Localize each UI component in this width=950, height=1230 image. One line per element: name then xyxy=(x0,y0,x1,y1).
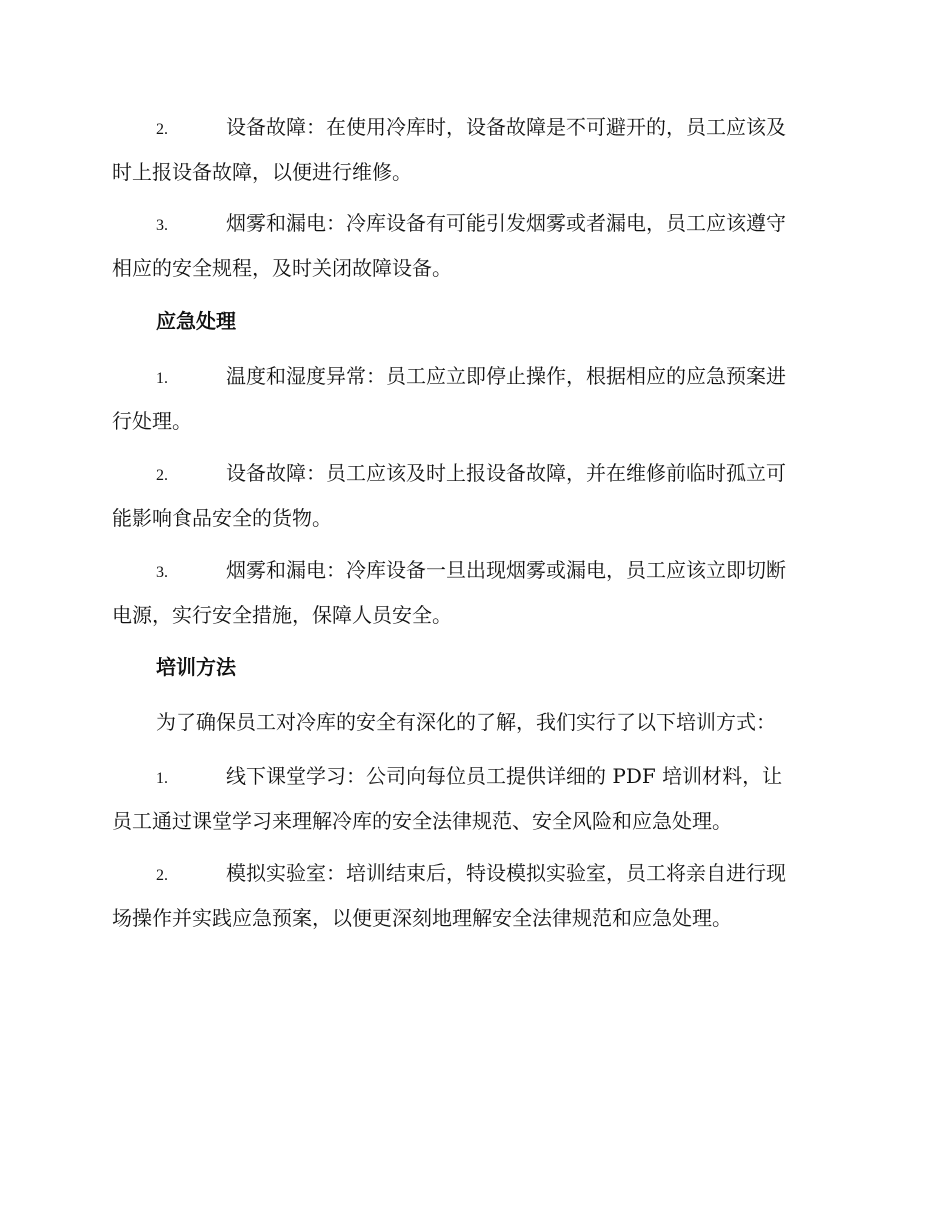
list-text-line: 电源，实行安全措施，保障人员安全。 xyxy=(112,603,452,627)
list-item xyxy=(112,106,834,194)
list-text-line: 员工通过课堂学习来理解冷库的安全法律规范、安全风险和应急处理。 xyxy=(112,809,732,833)
section-heading: 培训方法 xyxy=(156,655,236,679)
list-number: 1. xyxy=(156,770,168,787)
list-text-line: 温度和湿度异常：员工应立即停止操作，根据相应的应急预案进 xyxy=(226,364,786,388)
list-number: 3. xyxy=(156,564,168,581)
section-heading: 应急处理 xyxy=(156,309,236,333)
list-item xyxy=(112,852,834,940)
list-number: 2. xyxy=(156,121,168,138)
list-text-line: 烟雾和漏电：冷库设备一旦出现烟雾或漏电，员工应该立即切断 xyxy=(226,558,786,582)
list-text-line: 烟雾和漏电：冷库设备有可能引发烟雾或者漏电，员工应该遵守 xyxy=(226,211,786,235)
list-item xyxy=(112,355,834,443)
list-text-line: 场操作并实践应急预案，以便更深刻地理解安全法律规范和应急处理。 xyxy=(112,906,732,930)
list-text-line: 设备故障：员工应该及时上报设备故障，并在维修前临时孤立可 xyxy=(226,461,786,485)
intro-paragraph: 为了确保员工对冷库的安全有深化的了解，我们实行了以下培训方式： xyxy=(156,710,776,734)
list-text-line: 模拟实验室：培训结束后，特设模拟实验室，员工将亲自进行现 xyxy=(226,861,786,885)
list-text-line: 能影响食品安全的货物。 xyxy=(112,506,332,530)
list-number: 2. xyxy=(156,467,168,484)
list-text-line: 行处理。 xyxy=(112,409,192,433)
list-number: 2. xyxy=(156,867,168,884)
list-item xyxy=(112,755,834,843)
list-text-line: 时上报设备故障，以便进行维修。 xyxy=(112,160,412,184)
list-number: 1. xyxy=(156,370,168,387)
list-text-line: 相应的安全规程，及时关闭故障设备。 xyxy=(112,256,452,280)
list-number: 3. xyxy=(156,217,168,234)
list-item xyxy=(112,202,834,290)
list-text-line: 线下课堂学习：公司向每位员工提供详细的 PDF 培训材料，让 xyxy=(226,764,783,788)
list-item xyxy=(112,549,834,637)
list-item xyxy=(112,452,834,540)
list-text-line: 设备故障：在使用冷库时，设备故障是不可避开的，员工应该及 xyxy=(226,115,786,139)
